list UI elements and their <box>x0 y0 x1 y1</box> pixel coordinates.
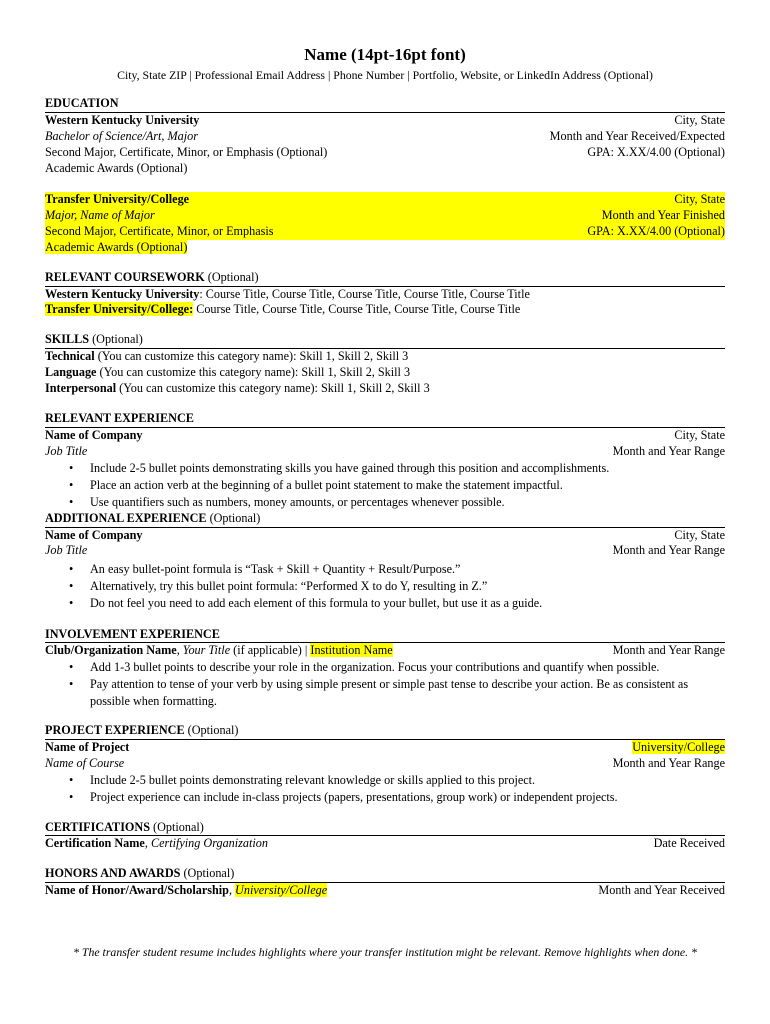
company-location: City, State <box>674 428 725 443</box>
education-section <box>45 96 725 255</box>
wku-school: Western Kentucky University <box>45 113 200 128</box>
transfer-school: Transfer University/College <box>45 192 190 207</box>
honor-date: Month and Year Received <box>598 882 725 897</box>
skill-row: Technical (You can customize this category name): Skill 1, Skill 2, Skill 3 <box>45 348 409 363</box>
wku-date: Month and Year Received/Expected <box>549 128 725 143</box>
skill-row: Interpersonal (You can customize this category name): Skill 1, Skill 2, Skill 3 <box>45 380 430 395</box>
transfer-location: City, State <box>674 192 725 207</box>
transfer-degree: Major, Name of Major <box>45 208 155 223</box>
list-item: • Include 2-5 bullet points demonstrating relevant knowledge or skills applied to this project. <box>90 772 725 789</box>
skills-section <box>45 332 725 396</box>
certifying-org: Certifying Organization <box>150 836 268 851</box>
skills-heading: SKILLS (Optional) <box>45 332 725 349</box>
coursework-section <box>45 270 725 318</box>
wku-gpa: GPA: X.XX/4.00 (Optional) <box>587 144 725 159</box>
relevant-experience-section <box>45 411 725 511</box>
list-item: • Place an action verb at the beginning of a bullet point statement to make the statement impactful. <box>90 477 725 494</box>
involvement-date: Month and Year Range <box>612 643 725 658</box>
additional-experience-heading: ADDITIONAL EXPERIENCE (Optional) <box>45 511 725 528</box>
involvement-section: INVOLVEMENT EXPERIENCE Club/Organization Name, Your Title (if applicable) | Institution Name Month and Year Range • Add 1-3 bullet points to describe your role in the organization. Focus your contributions and quantify when possible. • Pay attention to tense of your verb by using simple present or simple past tense to describe your action. Be as consistent as possible when formatting. <box>45 627 725 711</box>
list-item: • Alternatively, try this bullet point formula: “Performed X to do Y, resulting in Z.” <box>90 578 725 595</box>
certifications-section: CERTIFICATIONS (Optional) Certification Name, Certifying Organization Date Received <box>45 819 725 851</box>
institution-name: Institution Name <box>310 643 393 658</box>
list-item: • Project experience can include in-class projects (papers, presentations, group work) or independent projects. <box>90 789 725 806</box>
project-school: University/College <box>632 739 725 754</box>
transfer-awards: Academic Awards (Optional) <box>45 240 188 255</box>
project-name: Name of Project <box>45 739 130 754</box>
education-heading: EDUCATION <box>45 96 725 113</box>
list-item: • Use quantifiers such as numbers, money amounts, or percentages whenever possible. <box>90 494 725 511</box>
list-item: • Add 1-3 bullet points to describe your role in the organization. Focus your contributions and quantify when possible. <box>90 659 725 676</box>
contact-line: City, State ZIP | Professional Email Address | Phone Number | Portfolio, Website, or LinkedIn Address (Optional) <box>117 68 653 83</box>
coursework-heading: RELEVANT COURSEWORK (Optional) <box>45 270 725 287</box>
list-item: • An easy bullet-point formula is “Task + Skill + Quantity + Result/Purpose.” <box>90 561 725 578</box>
list-item: • Do not feel you need to add each element of this formula to your bullet, but use it as a guide. <box>90 595 725 612</box>
honors-section: HONORS AND AWARDS (Optional) Name of Honor/Award/Scholarship, University/College Month and Year Received <box>45 866 725 897</box>
company-name: Name of Company <box>45 527 143 542</box>
transfer-second-major: Second Major, Certificate, Minor, or Emphasis <box>45 224 274 239</box>
project-heading: PROJECT EXPERIENCE (Optional) <box>45 723 725 740</box>
list-item: • Pay attention to tense of your verb by using simple present or simple past tense to describe your action. Be as consistent as possible when formatting. <box>90 676 725 710</box>
certifications-heading: CERTIFICATIONS (Optional) <box>45 820 725 837</box>
wku-second-major: Second Major, Certificate, Minor, or Emphasis (Optional) <box>45 144 328 159</box>
company-location: City, State <box>674 527 725 542</box>
resume-name: Name (14pt-16pt font) <box>304 45 466 64</box>
coursework-wku-courses: : Course Title, Course Title, Course Title, Course Title, Course Title <box>199 286 530 301</box>
coursework-transfer-label: Transfer University/College: <box>45 302 194 317</box>
additional-experience-bullets <box>45 561 725 612</box>
project-course: Name of Course <box>45 755 125 770</box>
education-transfer <box>45 192 725 255</box>
honor-school: University/College <box>235 882 328 897</box>
footer-note: * The transfer student resume includes highlights where your transfer institution might be relevant. Remove highlights when done. * <box>73 945 697 959</box>
project-date: Month and Year Range <box>612 755 725 770</box>
relevant-experience-heading: RELEVANT EXPERIENCE <box>45 411 725 428</box>
involvement-bullets <box>45 659 725 710</box>
project-section <box>45 723 725 805</box>
relevant-experience-bullets <box>45 460 725 511</box>
list-item: • Include 2-5 bullet points demonstrating skills you have gained through this position and accomplishments. <box>90 460 725 477</box>
wku-awards: Academic Awards (Optional) <box>45 160 188 175</box>
transfer-date: Month and Year Finished <box>601 208 725 223</box>
job-date: Month and Year Range <box>612 443 725 458</box>
resume-page <box>45 44 725 899</box>
certification-date: Date Received <box>653 836 725 851</box>
additional-experience-section <box>45 511 725 613</box>
honors-heading: HONORS AND AWARDS (Optional) <box>45 866 725 883</box>
coursework-wku-label: Western Kentucky University <box>45 286 200 301</box>
project-bullets <box>45 772 725 806</box>
wku-location: City, State <box>674 113 725 128</box>
wku-degree: Bachelor of Science/Art, Major <box>45 128 198 143</box>
coursework-transfer-courses: Course Title, Course Title, Course Title, Course Title, Course Title <box>193 302 521 317</box>
skill-row: Language (You can customize this category name): Skill 1, Skill 2, Skill 3 <box>45 364 411 379</box>
transfer-gpa: GPA: X.XX/4.00 (Optional) <box>587 224 725 239</box>
job-title: Job Title <box>45 543 88 558</box>
honor-name: Name of Honor/Award/Scholarship <box>45 882 229 897</box>
certification-name: Certification Name <box>45 836 145 851</box>
job-date: Month and Year Range <box>612 543 725 558</box>
involvement-heading: INVOLVEMENT EXPERIENCE <box>45 627 725 644</box>
company-name: Name of Company <box>45 428 143 443</box>
org-title: Your Title <box>182 643 231 658</box>
org-name: Club/Organization Name <box>45 643 177 658</box>
education-wku <box>45 113 725 176</box>
job-title: Job Title <box>45 443 88 458</box>
